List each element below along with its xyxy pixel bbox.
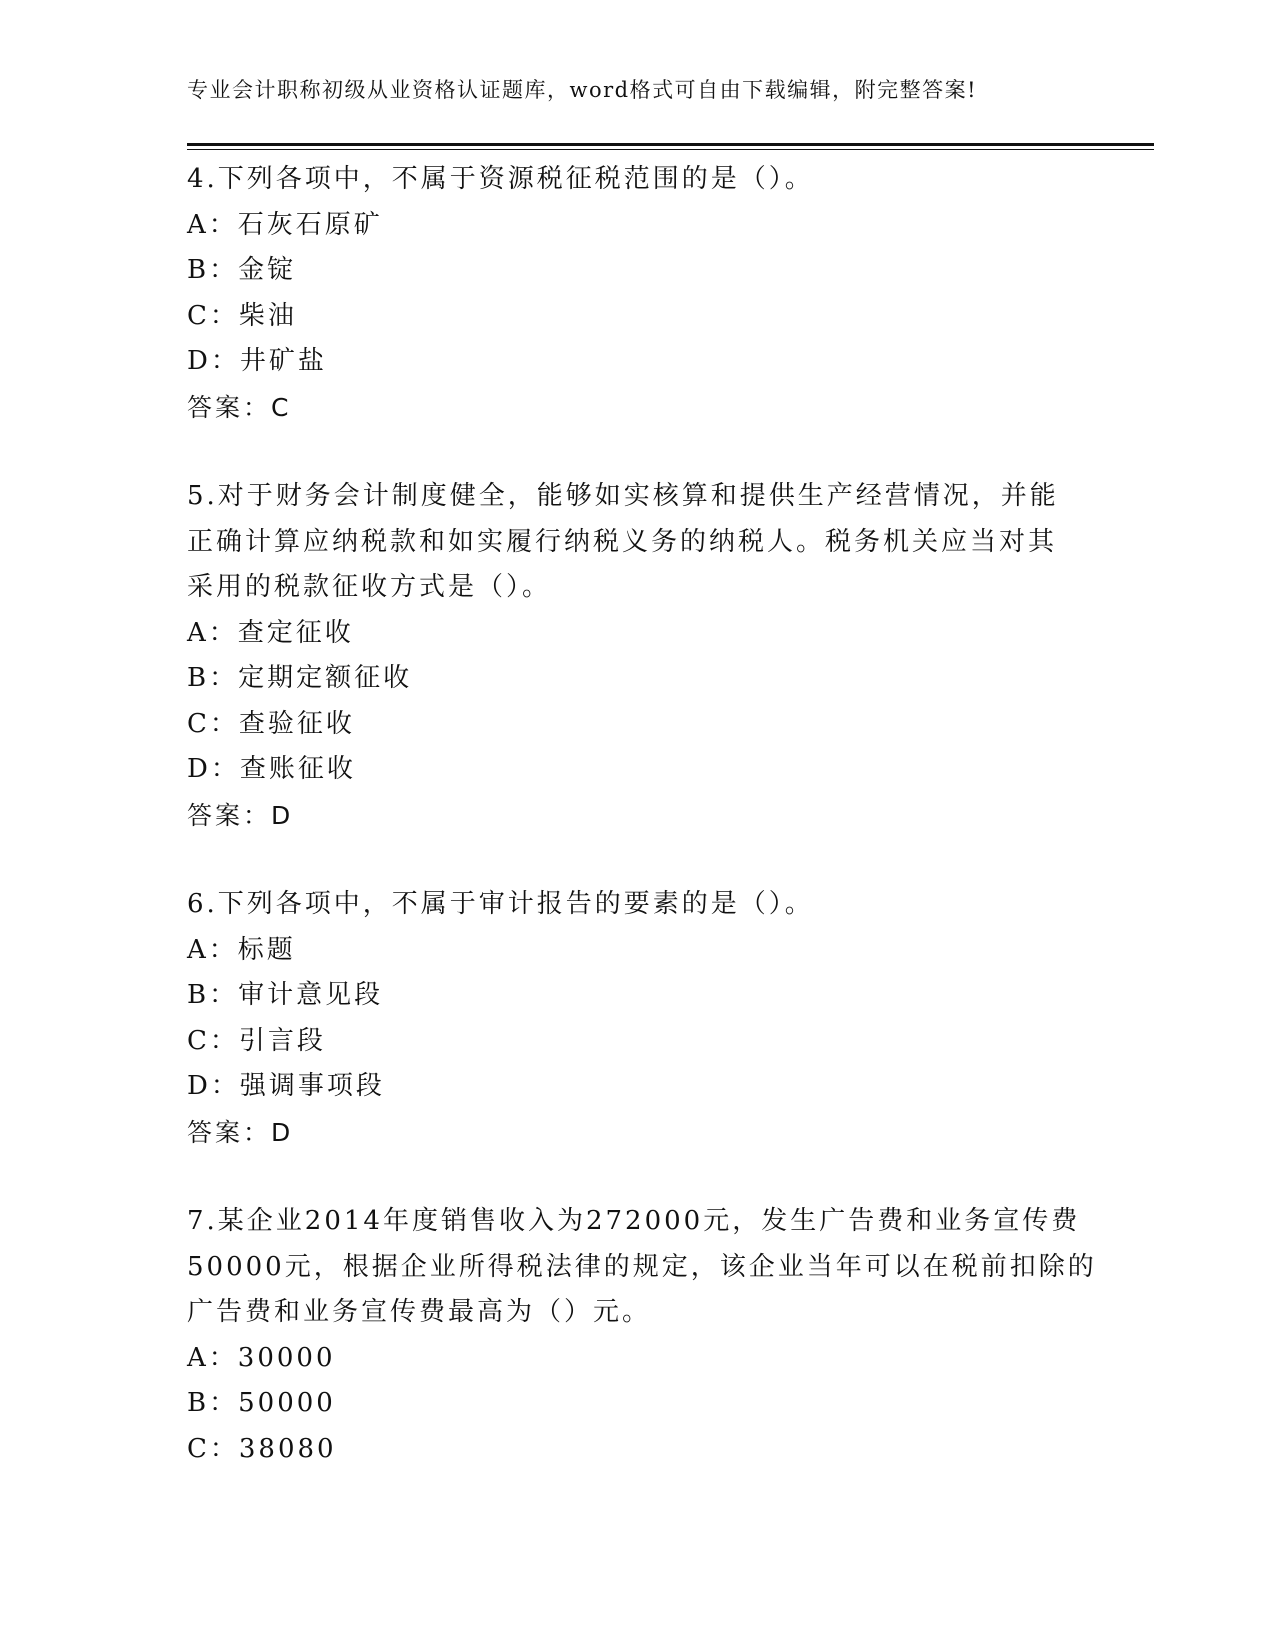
option-d: D：强调事项段 — [187, 1071, 385, 1101]
option-a: A：石灰石原矿 — [187, 209, 383, 240]
option-c: C：查验征收 — [187, 708, 355, 739]
question-list — [187, 157, 1097, 1516]
option-a: A：30000 — [187, 1342, 336, 1373]
answer: 答案：D — [187, 1117, 294, 1147]
page-header: 专业会计职称初级从业资格认证题库，word格式可自由下载编辑，附完整答案! — [187, 78, 978, 102]
option-a: A：查定征收 — [187, 617, 354, 648]
question-stem-line-3: 广告费和业务宣传费最高为（）元。 — [187, 1297, 652, 1327]
question-stem-line-1: 7.某企业2014年度销售收入为272000元，发生广告费和业务宣传费 — [187, 1206, 1081, 1236]
option-b: B：金锭 — [187, 255, 297, 285]
option-c: C：柴油 — [187, 300, 297, 331]
answer: 答案：D — [187, 800, 294, 830]
option-b: B：定期定额征收 — [187, 663, 413, 693]
question-stem: 4.下列各项中，不属于资源税征税范围的是（）。 — [187, 164, 814, 194]
option-c: C：引言段 — [187, 1025, 326, 1056]
question-stem-line-3: 采用的税款征收方式是（）。 — [187, 572, 552, 602]
header-divider-thin — [187, 149, 1154, 150]
question-stem-line-2: 50000元，根据企业所得税法律的规定，该企业当年可以在税前扣除的 — [187, 1251, 1097, 1282]
question-stem: 6.下列各项中，不属于审计报告的要素的是（）。 — [187, 889, 814, 919]
header-divider-thick — [187, 143, 1154, 146]
question-4 — [187, 157, 1087, 430]
question-5 — [187, 474, 1087, 838]
question-stem-line-1: 5.对于财务会计制度健全，能够如实核算和提供生产经营情况，并能 — [187, 481, 1059, 511]
question-7 — [187, 1199, 1097, 1472]
question-6 — [187, 882, 1087, 1155]
option-b: B：50000 — [187, 1388, 336, 1418]
option-d: D：井矿盐 — [187, 346, 327, 376]
option-b: B：审计意见段 — [187, 980, 384, 1010]
question-stem-line-2: 正确计算应纳税款和如实履行纳税义务的纳税人。税务机关应当对其 — [187, 526, 1058, 557]
answer: 答案：C — [187, 392, 292, 422]
option-c: C：38080 — [187, 1433, 337, 1464]
option-a: A：标题 — [187, 934, 296, 965]
option-d: D：查账征收 — [187, 754, 356, 784]
